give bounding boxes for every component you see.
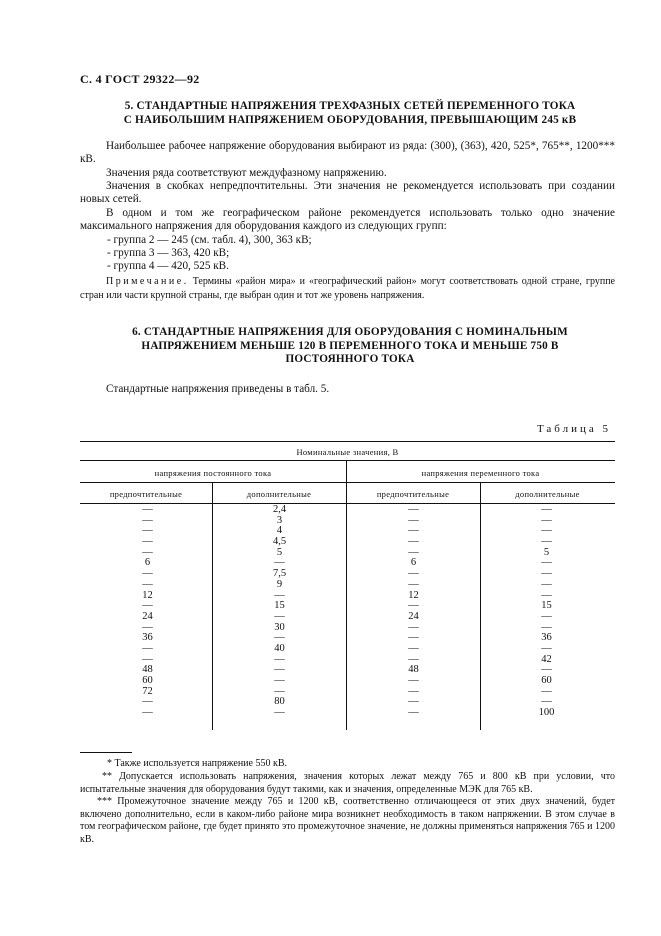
table-cell: — [541,536,552,548]
table-cell: — [541,696,552,708]
list-item: - группа 4 — 420, 525 кВ. [107,260,229,272]
table-cell: 80 [274,696,285,708]
table-cell: — [541,578,552,590]
table-cell: — [541,621,552,633]
table-cell: — [408,546,419,558]
table-cell: — [408,525,419,537]
list-item: - группа 2 — 245 (см. табл. 4), 300, 363 кВ; [107,234,312,246]
table-cell: — [274,707,285,719]
table-cell: — [408,600,419,612]
section5-title [90,100,610,127]
section6-title-line2: НАПРЯЖЕНИЕМ МЕНЬШЕ 120 В ПЕРЕМЕННОГО ТОКА И МЕНЬШЕ 750 В [141,339,559,352]
table-subheader: дополнительные [246,489,312,499]
section6-title-line1: 6. СТАНДАРТНЫЕ НАПРЯЖЕНИЯ ДЛЯ ОБОРУДОВАНИЯ С НОМИНАЛЬНЫМ [132,326,568,338]
table-cell: 4,5 [272,536,287,548]
table-cell: 2,4 [272,504,287,515]
table-cell: 100 [538,707,555,719]
table-subheader: дополнительные [515,489,580,499]
table-header-top: Номинальные значения, В [296,447,399,457]
table-cell: — [408,621,419,633]
table-cell: 42 [541,653,552,665]
table-cell: 12 [142,589,153,601]
table-cell: 24 [142,610,153,622]
table-cell: — [541,642,552,654]
table-cell: — [541,525,552,537]
table-cell: — [541,568,552,580]
table-cell: — [541,589,552,601]
table-cell: 15 [274,600,285,612]
table-cell: — [142,578,153,590]
note-label: Примечание. [106,276,189,287]
section5-para1: Наибольшее рабочее напряжение оборудования выбирают из ряда: (300), (363), 420, 525*, 765**, 1200*** кВ. [80,140,615,166]
table-cell: 72 [142,685,153,697]
table-caption: Таблица 5 [536,423,611,435]
table-cell: 36 [541,632,552,644]
table-cell: — [541,664,552,676]
table-divider [212,482,213,730]
table-cell: 48 [142,664,153,676]
section5-para2: Значения ряда соответствуют междуфазному напряжению. [106,167,387,179]
table-subheader: предпочтительные [109,489,183,499]
table-divider [346,503,347,730]
section5-note [80,275,615,302]
table-cell: — [408,675,419,686]
section5-para3: Значения в скобках непредпочтительны. Эти значения не рекомендуется использовать при создании новых сетей. [80,180,615,206]
table-cell: — [142,525,153,537]
table-cell: — [408,514,419,526]
table-cell: — [408,568,419,580]
table-cell: — [142,653,153,665]
list-item: - группа 3 — 363, 420 кВ; [107,247,230,259]
note-text: Термины «район мира» и «географический район» могут соответствовать одной стране, группе стран или части крупной страны, где выбран один и тот же уровень напряжения. [80,276,615,301]
table-cell: — [142,546,153,558]
table-cell: 5 [276,546,283,558]
table-column-dc-preferred [130,505,165,719]
footnote-3: *** Промежуточное значение между 765 и 1200 кВ, соответственно отличающееся от этих двух значений, будет включено дополнительно, если в каком-либо районе мира возникнет необходимость в таком напряжении. В этом случае в том географическом районе, где будет принято это промежуточное значение, не должны применяться напряжения 765 и 1200 кВ. [80,796,615,845]
table-rule [80,482,615,483]
section5-title-line1: 5. СТАНДАРТНЫЕ НАПРЯЖЕНИЯ ТРЕХФАЗНЫХ СЕТЕЙ ПЕРЕМЕННОГО ТОКА [124,100,576,112]
table-column-ac-additional [529,505,564,719]
table-group-dc: напряжения постоянного тока [154,468,272,478]
table-cell: — [274,610,285,622]
table-cell: 5 [543,546,550,558]
footnote-1: * Также используется напряжение 550 кВ. [107,758,288,769]
table-subheader: предпочтительные [376,489,450,499]
table-column-ac-preferred [396,505,431,719]
footnote-2: ** Допускается использовать напряжения, значения которых лежат между 765 и 800 кВ при условии, что испытательные значения для оборудования будут такими, как и значения, определенные МЭК для 765 кВ. [80,771,615,795]
table-cell: — [142,707,153,719]
table-cell: 12 [408,589,419,601]
table-cell: 6 [410,557,417,569]
table-cell: — [541,685,552,697]
table-rule [80,460,615,461]
table-cell: — [408,696,419,708]
table-cell: 3 [276,514,283,526]
table-cell: — [408,632,419,644]
table-cell: — [142,568,153,580]
table-cell: — [541,557,552,569]
table-cell: — [274,653,285,665]
table-cell: — [142,621,153,633]
table-cell: — [541,610,552,622]
table-cell: 36 [142,632,153,644]
section6-para1: Стандартные напряжения приведены в табл. 5. [106,383,330,395]
table-cell: — [408,642,419,654]
section6-title-line3: ПОСТОЯННОГО ТОКА [285,353,415,365]
table-cell: 30 [274,621,285,633]
table-cell: 60 [142,675,153,686]
table-cell: — [274,589,285,601]
table-group-ac: напряжения переменного тока [421,468,540,478]
table-divider [480,482,481,730]
table-cell: — [274,632,285,644]
table-cell: — [142,504,153,515]
table-cell: — [408,685,419,697]
table-cell: — [408,536,419,548]
table-cell: — [142,536,153,548]
table-cell: — [408,707,419,719]
table-cell: — [408,504,419,515]
table-cell: — [142,642,153,654]
table-cell: — [274,685,285,697]
table-cell: — [274,664,285,676]
table-cell: — [274,675,285,686]
table-cell: 6 [144,557,151,569]
table-cell: — [408,578,419,590]
table-cell: — [541,504,552,515]
table-cell: 60 [541,675,552,686]
page-header: С. 4 ГОСТ 29322—92 [80,72,200,86]
table-cell: 4 [276,525,283,537]
section6-title [90,326,610,367]
table-rule [80,441,615,442]
table-cell: 9 [276,578,283,590]
table-cell: 48 [408,664,419,676]
table-cell: — [142,600,153,612]
table-cell: — [541,514,552,526]
table-cell: — [142,696,153,708]
section5-title-line2: С НАИБОЛЬШИМ НАПРЯЖЕНИЕМ ОБОРУДОВАНИЯ, ПРЕВЫШАЮЩИМ 245 кВ [123,113,577,126]
table-cell: 7,5 [272,568,287,580]
table-cell: 24 [408,610,419,622]
table-cell: — [142,514,153,526]
table-rule [80,503,615,504]
table-column-dc-additional [262,505,297,719]
table-cell: — [274,557,285,569]
table-cell: — [408,653,419,665]
section5-para4: В одном и том же географическом районе рекомендуется использовать только одно значение максимального напряжения для оборудования каждого из следующих групп: [80,207,615,233]
footnote-separator [80,752,132,753]
table-cell: 15 [541,600,552,612]
table-cell: 40 [274,642,285,654]
